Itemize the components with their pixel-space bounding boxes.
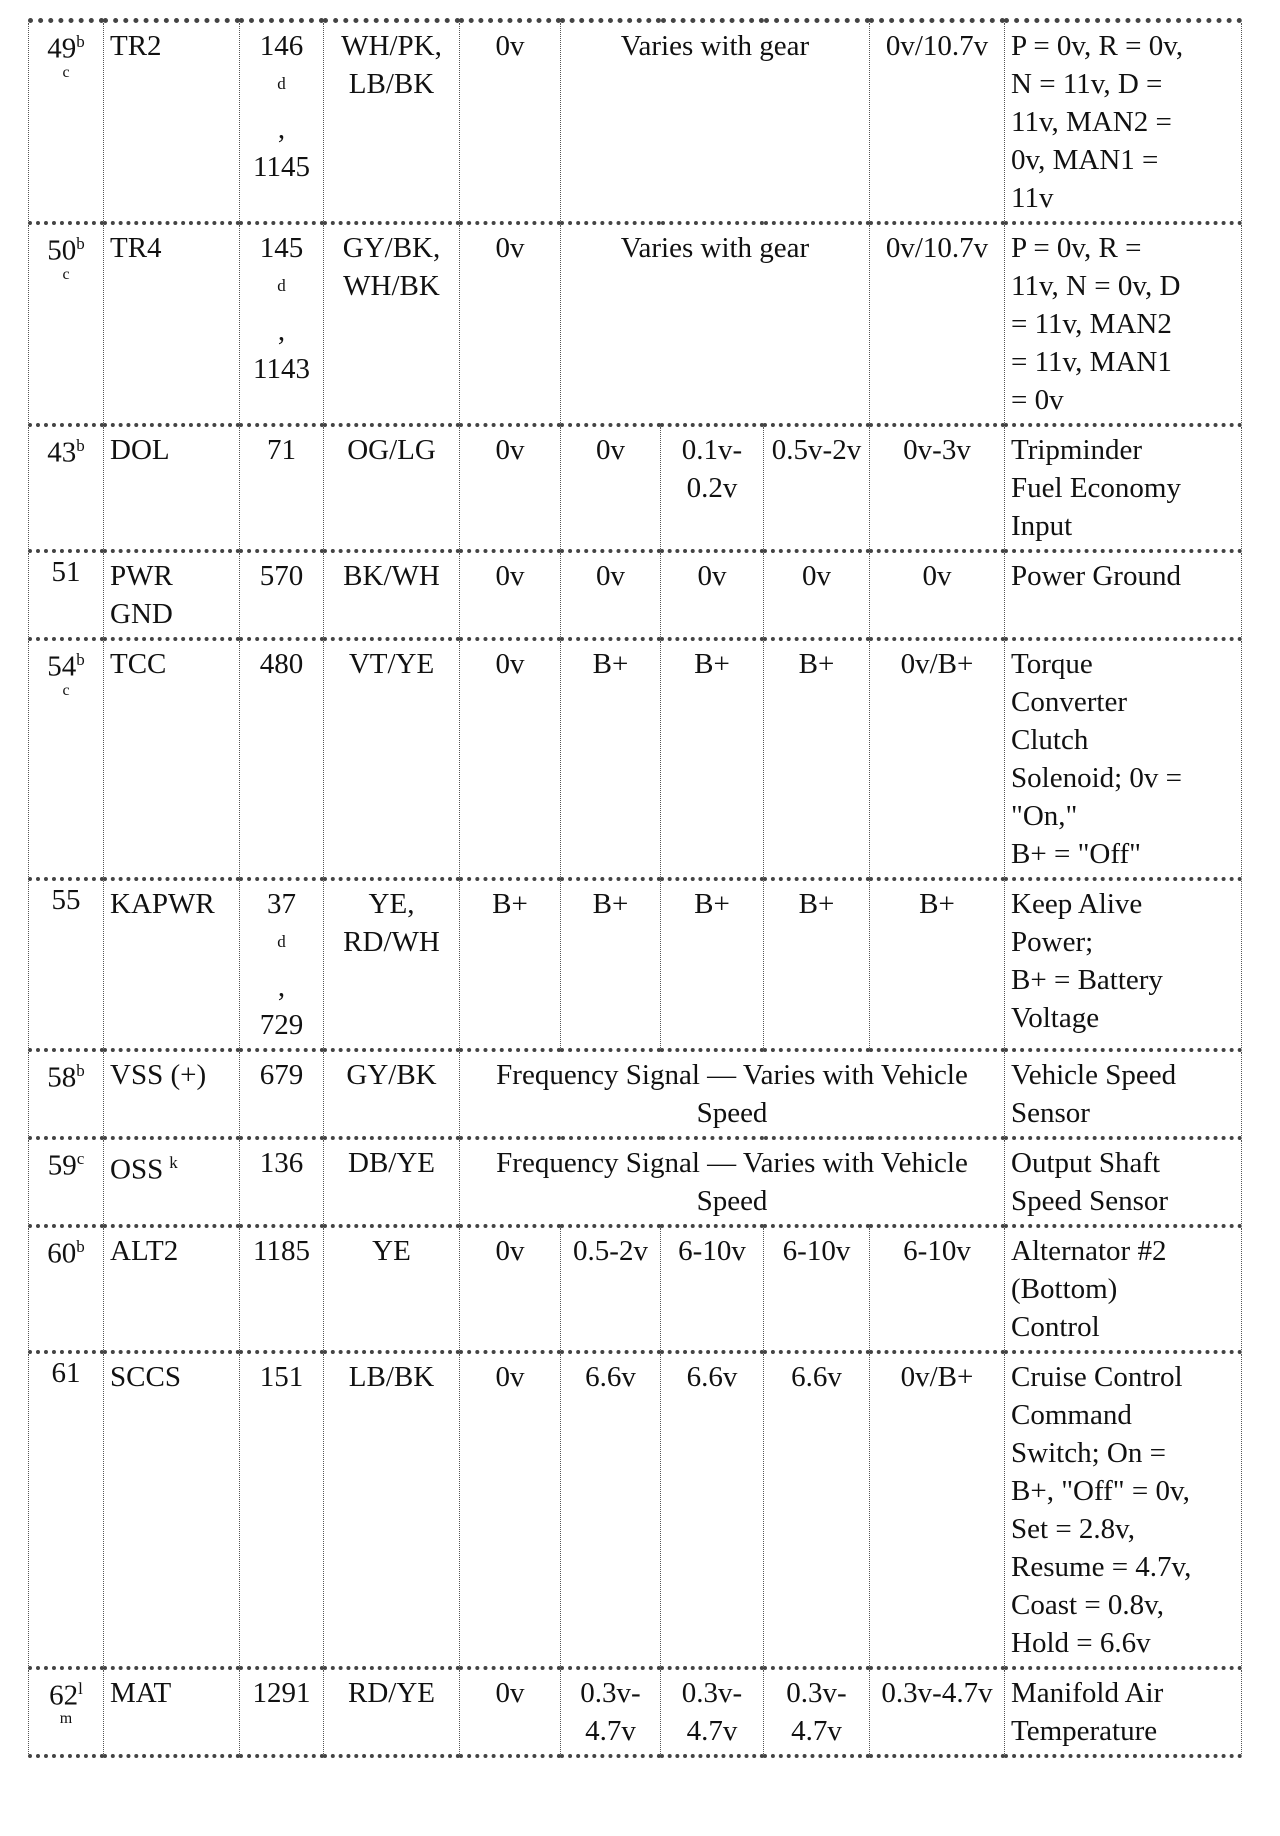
table-row [29,425,1242,551]
pin-footnote-sup: b [76,234,85,253]
voltage-cell-4 [764,551,870,639]
circuit-number: 146 [259,30,304,62]
voltage-value: B+ [919,888,955,920]
voltage-value: 0v [495,1234,525,1267]
table-row [29,1352,1242,1668]
pin-number: 54 [47,650,77,683]
voltage-cell-5 [870,1668,1005,1756]
pin-cell [29,425,104,551]
pin-number: 50 [47,234,77,267]
voltage-cell-1 [460,879,561,1050]
note-line: Coast = 0.8v, [1011,1588,1165,1621]
note-line: P = 0v, R = [1011,232,1142,264]
note-line: B+, "Off" = 0v, [1011,1474,1190,1507]
pin-number-line [35,885,97,915]
notes-cell [1005,1050,1242,1138]
circuit-line [246,27,317,110]
circuit-number: , [277,112,286,145]
voltage-value: 0.1v-0.2v [681,434,743,504]
voltage-value: B+ [694,648,730,680]
voltage-cell-2 [561,1352,661,1668]
circuit-number: 729 [259,1008,304,1041]
voltage-value: B+ [592,648,629,680]
pin-footnote-sub: c [62,265,70,283]
signal-cell [104,1226,240,1352]
pin-footnote-sub: m [59,1710,73,1728]
pin-cell [29,1138,104,1226]
wire-color-cell [324,1138,460,1226]
voltage-value: 0v [495,232,525,264]
signal-cell [104,639,240,879]
note-line: Vehicle Speed [1011,1058,1177,1091]
circuit-number: 145 [259,232,304,264]
wire-color-cell [324,1668,460,1756]
circuit-line [246,350,317,388]
voltage-cell-5 [870,1352,1005,1668]
pin-number: 51 [51,556,81,588]
wire-color: GY/BK [346,1058,437,1091]
voltage-value: 0.5v-2v [771,434,862,466]
notes-cell [1005,879,1242,1050]
voltage-cell-2 [561,879,661,1050]
voltage-value: 6-10v [903,1234,971,1267]
circuit-line [246,885,317,1006]
voltage-cell-3 [661,425,764,551]
signal-cell [104,879,240,1050]
circuit-cell [240,879,324,1050]
pin-number-line [35,1674,97,1711]
pin-number: 58 [47,1061,77,1094]
wire-color-cell [324,223,460,425]
table-row [29,223,1242,425]
voltage-cell-3 [661,639,764,879]
circuit-number: 480 [259,648,304,680]
wire-color: YE, RD/WH [343,888,440,958]
signal-cell [104,223,240,425]
frequency-signal-text: Frequency Signal — Varies with Vehicle Speed [496,1058,968,1129]
note-line: Cruise Control [1011,1360,1183,1393]
signal-cell [104,21,240,224]
signal-name: DOL [110,434,170,466]
voltage-value: 0v [596,560,625,592]
voltage-value: B+ [798,648,835,680]
frequency-signal-cell [460,1138,1005,1226]
voltage-cell-1 [460,425,561,551]
circuit-number: 679 [259,1058,304,1091]
varies-text: Varies with gear [620,30,810,62]
signal-name: VSS (+) [110,1058,207,1091]
table-row [29,21,1242,224]
wire-color-cell [324,551,460,639]
pin-footnote-sup: b [76,436,85,455]
pin-cell [29,223,104,425]
note-line: B+ = "Off" [1011,838,1141,870]
pin-footnote-sub: c [62,63,70,81]
circuit-line [246,229,317,312]
circuit-number: , [277,314,286,347]
pin-number-line [35,27,97,64]
voltage-cell-2 [561,1668,661,1756]
wire-color-cell [324,1226,460,1352]
note-line: Fuel Economy [1011,472,1181,504]
voltage-cell-1 [460,551,561,639]
note-line: N = 11v, D = [1011,68,1163,100]
pin-footnote-sup: c [76,1148,85,1168]
wire-color: WH/PK, LB/BK [341,30,442,100]
note-line: Solenoid; 0v = [1011,762,1183,794]
circuit-cell [240,1138,324,1226]
circuit-cell [240,223,324,425]
circuit-cell [240,1352,324,1668]
note-line: Power Ground [1011,560,1181,592]
voltage-cell-5 [870,21,1005,224]
voltage-cell-4 [764,1352,870,1668]
note-line: Voltage [1011,1002,1100,1034]
circuit-cell [240,639,324,879]
wire-color: RD/YE [348,1676,435,1709]
pin-number-line [35,229,97,266]
note-line: Manifold Air [1011,1676,1164,1709]
frequency-signal-text: Frequency Signal — Varies with Vehicle Speed [496,1146,968,1217]
voltage-cell-3 [661,551,764,639]
table-row [29,1050,1242,1138]
pin-footnote-sub: c [62,681,70,699]
circuit-footnote-sup: d [277,276,286,295]
table-row [29,879,1242,1050]
pin-cell [29,1226,104,1352]
pin-number-line [35,1144,97,1181]
voltage-value: 6.6v [686,1360,738,1393]
pin-number-line [35,1232,97,1269]
note-line: Speed Sensor [1011,1184,1169,1217]
note-line: = 11v, MAN2 [1011,308,1172,340]
pin-voltage-table [28,18,1242,1758]
circuit-line [246,1006,317,1044]
signal-name: KAPWR [110,888,215,920]
note-line: Clutch [1011,724,1089,756]
voltage-value: B+ [592,888,629,920]
note-line: 0v, MAN1 = [1011,144,1159,176]
circuit-number: 136 [259,1146,304,1179]
circuit-line [246,110,317,148]
signal-name: MAT [110,1676,172,1709]
note-line: Set = 2.8v, [1011,1512,1136,1545]
voltage-value: 0v [697,560,727,592]
voltage-cell-1 [460,1352,561,1668]
table-row [29,1138,1242,1226]
table-row [29,639,1242,879]
note-line: Control [1011,1310,1100,1343]
circuit-cell [240,1668,324,1756]
voltage-cell-3 [661,1352,764,1668]
note-line: Resume = 4.7v, [1011,1550,1192,1583]
voltage-value: 0v/10.7v [885,30,989,62]
circuit-cell [240,1226,324,1352]
voltage-value: 6.6v [791,1360,842,1393]
pin-footnote-sup: b [76,1236,85,1256]
wire-color: GY/BK, WH/BK [342,232,441,302]
note-line: = 0v [1011,384,1064,416]
signal-name: ALT2 [110,1234,179,1267]
wire-color-cell [324,639,460,879]
voltage-cell-5 [870,879,1005,1050]
wire-color: YE [372,1234,411,1267]
note-line: Sensor [1011,1096,1090,1129]
pin-number-line [35,645,97,682]
voltage-value: 0v [495,1360,525,1393]
pin-number: 59 [47,1149,77,1182]
voltage-value: 0v [495,30,525,62]
circuit-footnote-sup: d [277,74,286,93]
circuit-number: 1145 [253,150,310,183]
signal-name: TR4 [110,232,162,264]
pin-number-line [35,431,97,468]
circuit-line [246,312,317,350]
circuit-number: 570 [259,560,304,592]
voltage-cell-4 [764,1226,870,1352]
pin-cell [29,879,104,1050]
voltage-cell-3 [661,1226,764,1352]
wire-color-cell [324,425,460,551]
table-row [29,551,1242,639]
notes-cell [1005,21,1242,224]
voltage-value: B+ [694,888,730,920]
voltage-cell-5 [870,223,1005,425]
pin-number-line [35,1358,97,1388]
pin-number: 60 [47,1237,77,1270]
voltage-cell-1 [460,223,561,425]
pin-number: 55 [51,884,81,916]
voltage-value: B+ [798,888,835,920]
note-line: Keep Alive [1011,888,1143,920]
note-line: Torque [1011,648,1093,680]
voltage-value: 0.3v-4.7v [580,1676,641,1747]
pin-footnote-sup: b [76,650,85,669]
pin-cell [29,639,104,879]
note-line: Temperature [1011,1714,1158,1747]
frequency-signal-cell [460,1050,1005,1138]
voltage-value: 0v/10.7v [885,232,989,264]
circuit-cell [240,21,324,224]
pin-footnote-sup: b [76,1060,85,1080]
note-line: Converter [1011,686,1127,718]
voltage-value: 0v/B+ [900,648,974,680]
signal-name: TR2 [110,30,162,62]
note-line: 11v, MAN2 = [1011,106,1172,138]
circuit-footnote-sup: d [277,932,286,951]
wire-color-cell [324,879,460,1050]
voltage-value: 0.3v-4.7v [681,1676,743,1747]
voltage-cell-5 [870,551,1005,639]
notes-cell [1005,1138,1242,1226]
signal-cell [104,1138,240,1226]
pin-cell [29,1352,104,1668]
table-row [29,1226,1242,1352]
note-line: Tripminder [1011,434,1143,466]
voltage-value: 6-10v [678,1234,746,1267]
voltage-value: B+ [492,888,528,920]
voltage-value: 0.5-2v [573,1234,648,1267]
pin-cell [29,551,104,639]
voltage-cell-5 [870,425,1005,551]
pin-number: 61 [51,1356,81,1389]
note-line: Input [1011,510,1073,542]
pin-footnote-sup: b [76,32,85,51]
circuit-number: 37 [267,888,296,920]
voltage-value: 0v [495,560,525,592]
voltage-value: 6.6v [585,1360,636,1393]
voltage-cell-2 [561,639,661,879]
signal-cell [104,1352,240,1668]
voltage-value: 0v [596,434,625,466]
note-line: (Bottom) [1011,1272,1118,1305]
notes-cell [1005,223,1242,425]
note-line: 11v [1011,182,1054,214]
varies-with-gear-cell [561,21,870,224]
circuit-cell [240,551,324,639]
voltage-value: 0v [802,560,831,592]
pin-cell [29,1050,104,1138]
circuit-number: 151 [259,1360,304,1393]
voltage-cell-3 [661,1668,764,1756]
voltage-value: 0.3v-4.7v [881,1676,993,1709]
signal-name: TCC [110,648,167,680]
notes-cell [1005,639,1242,879]
pin-number: 62 [49,1679,79,1712]
note-line: "On," [1011,800,1078,832]
circuit-cell [240,425,324,551]
note-line: Switch; On = [1011,1436,1166,1469]
voltage-value: 0v [495,434,525,466]
voltage-value: 0.3v-4.7v [786,1676,847,1747]
notes-cell [1005,425,1242,551]
wire-color-cell [324,1050,460,1138]
note-line: Alternator #2 [1011,1234,1167,1267]
signal-cell [104,551,240,639]
circuit-separator: , [277,970,286,1003]
voltage-value: 0v [495,648,525,680]
note-line: P = 0v, R = 0v, [1011,30,1184,62]
voltage-cell-2 [561,551,661,639]
pin-number-line [35,1056,97,1093]
voltage-cell-5 [870,639,1005,879]
voltage-cell-5 [870,1226,1005,1352]
voltage-cell-1 [460,1668,561,1756]
circuit-number: 1291 [252,1676,311,1709]
pin-cell [29,1668,104,1756]
circuit-number: 1143 [253,352,310,385]
note-line: Command [1011,1398,1132,1431]
notes-cell [1005,1226,1242,1352]
note-line: B+ = Battery [1011,964,1163,996]
voltage-cell-2 [561,1226,661,1352]
wire-color: BK/WH [343,560,440,592]
note-line: Hold = 6.6v [1011,1626,1151,1659]
pin-footnote-sup: l [78,1678,83,1698]
pin-number-line [35,557,97,587]
voltage-cell-4 [764,1668,870,1756]
voltage-value: 6-10v [782,1234,851,1267]
table-body [29,21,1242,1756]
signal-footnote-sup: k [169,1152,178,1172]
pin-number: 43 [47,436,77,469]
voltage-value: 0v [922,560,952,592]
circuit-cell [240,1050,324,1138]
signal-cell [104,1668,240,1756]
note-line: Power; [1011,926,1094,958]
notes-cell [1005,551,1242,639]
voltage-cell-1 [460,21,561,224]
pin-number: 49 [47,32,77,65]
voltage-cell-1 [460,639,561,879]
voltage-value: 0v [495,1676,525,1709]
voltage-value: 0v/B+ [900,1360,974,1393]
pin-cell [29,21,104,224]
wire-color: DB/YE [348,1146,435,1179]
voltage-value: 0v-3v [903,434,971,466]
circuit-number: 71 [267,434,296,466]
voltage-cell-3 [661,879,764,1050]
signal-name: PWR GND [110,560,173,630]
wire-color-cell [324,1352,460,1668]
note-line: = 11v, MAN1 [1011,346,1172,378]
voltage-cell-1 [460,1226,561,1352]
signal-name: OSS [110,1153,164,1186]
wire-color: OG/LG [347,434,436,466]
note-line: 11v, N = 0v, D [1011,270,1181,302]
varies-text: Varies with gear [620,232,810,264]
varies-with-gear-cell [561,223,870,425]
voltage-cell-4 [764,425,870,551]
wire-color: VT/YE [348,648,435,680]
signal-cell [104,1050,240,1138]
signal-cell [104,425,240,551]
circuit-line [246,148,317,186]
wire-color: LB/BK [348,1360,435,1393]
notes-cell [1005,1352,1242,1668]
wire-color-cell [324,21,460,224]
signal-name: SCCS [110,1360,181,1393]
voltage-cell-4 [764,879,870,1050]
voltage-cell-4 [764,639,870,879]
note-line: Output Shaft [1011,1146,1161,1179]
circuit-number: 1185 [253,1234,310,1267]
notes-cell [1005,1668,1242,1756]
voltage-cell-2 [561,425,661,551]
table-row [29,1668,1242,1756]
